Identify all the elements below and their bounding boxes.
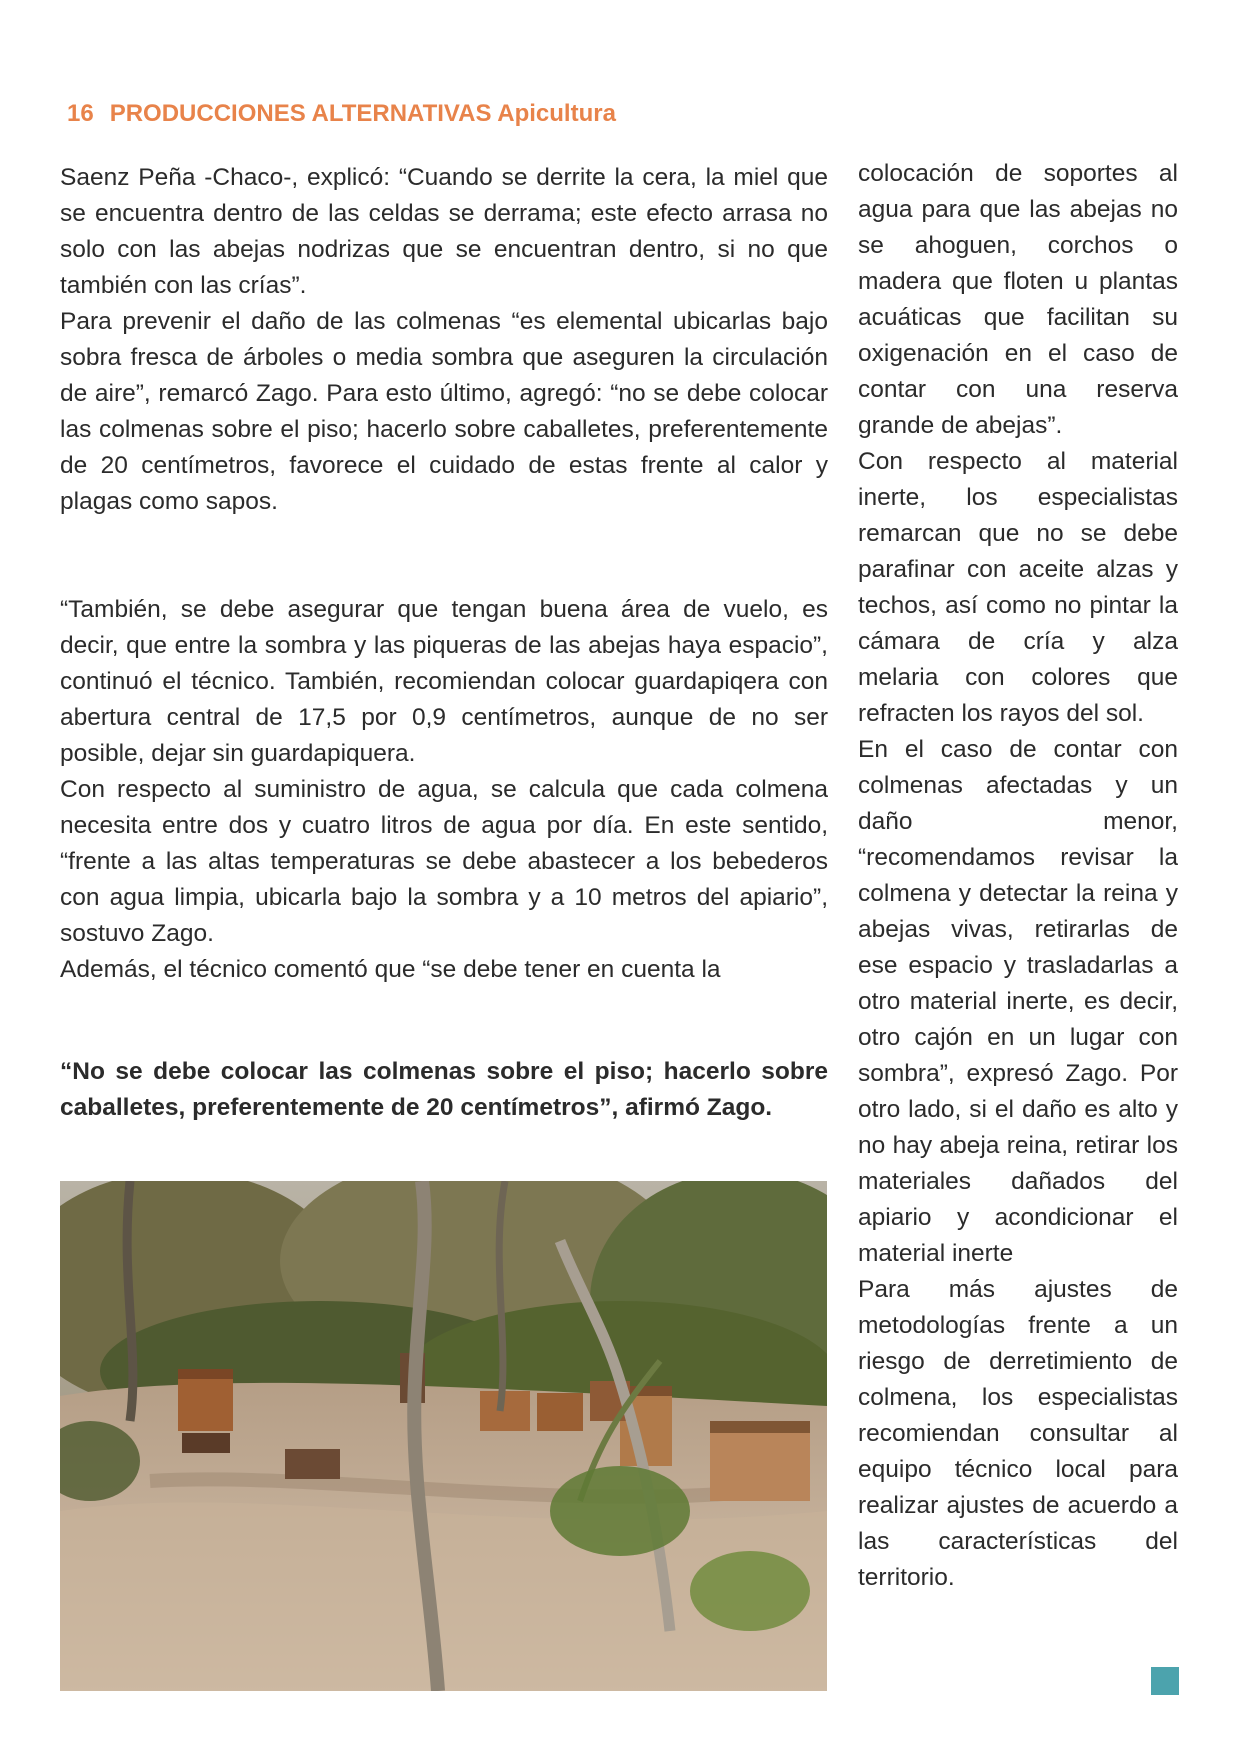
paragraph: “También, se debe asegurar que tengan buena área de vuelo, es decir, que entre la sombra y las piqueras de las abejas haya espacio”, continuó el técnico. También, recomiendan colocar guardapiqera con abertura central de 17,5 por 0,9 centímetros, aunque de no ser posible, dejar sin guardapiquera.	[60, 596, 828, 767]
left-column	[60, 160, 828, 1126]
paragraph: colocación de soportes al agua para que las abejas no se ahoguen, corchos o madera que floten u plantas acuáticas que facilitan su oxigenación en el caso de contar con una reserva grande de abejas”.	[858, 160, 1178, 439]
page-header	[67, 100, 616, 128]
paragraph: Para más ajustes de metodologías frente a un riesgo de derretimiento de colmena, los especialistas recomiendan consultar al equipo técnico local para realizar ajustes de acuerdo a las características del territorio.	[858, 1276, 1178, 1591]
paragraph: Con respecto al suministro de agua, se calcula que cada colmena necesita entre dos y cuatro litros de agua por día. En este sentido, “frente a las altas temperaturas se debe abastecer a los bebederos con agua limpia, ubicarla bajo la sombra y a 10 metros del apiario”, sostuvo Zago.	[60, 776, 828, 947]
corner-accent-square	[1151, 1667, 1179, 1695]
paragraph: Para prevenir el daño de las colmenas “es elemental ubicarlas bajo sobra fresca de árboles o media sombra que aseguren la circulación de aire”, remarcó Zago. Para esto último, agregó: “no se debe colocar las colmenas sobre el piso; hacerlo sobre caballetes, preferentemente de 20 centímetros, favorece el cuidado de estas frente al calor y plagas como sapos.	[60, 308, 828, 515]
right-column	[858, 156, 1178, 1596]
paragraph: En el caso de contar con colmenas afectadas y un daño menor, “recomendamos revisar la colmena y detectar la reina y abejas vivas, retirarlas de ese espacio y trasladarlas a otro material inerte, es decir, otro cajón en un lugar con sombra”, expresó Zago. Por otro lado, si el daño es alto y no hay abeja reina, retirar los materiales dañados del apiario y acondicionar el material inerte	[858, 736, 1178, 1267]
apiary-photo-illustration	[60, 1181, 827, 1691]
paragraph: Además, el técnico comentó que “se debe tener en cuenta la	[60, 956, 721, 983]
paragraph: Con respecto al material inerte, los especialistas remarcan que no se debe parafinar con aceite alzas y techos, así como no pintar la cámara de cría y alza melaria con colores que refracten los rayos del sol.	[858, 448, 1178, 727]
section-title: PRODUCCIONES ALTERNATIVAS Apicultura	[109, 100, 616, 127]
pull-quote: “No se debe colocar las colmenas sobre el piso; hacerlo sobre caballetes, preferentemente de 20 centímetros”, afirmó Zago.	[60, 1058, 828, 1121]
page-number: 16	[67, 100, 94, 127]
paragraph: Saenz Peña -Chaco-, explicó: “Cuando se derrite la cera, la miel que se encuentra dentro de las celdas se derrama; este efecto arrasa no solo con las abejas nodrizas que se encuentran dentro, si no que también con las crías”.	[60, 164, 828, 299]
apiary-photo	[60, 1181, 827, 1691]
